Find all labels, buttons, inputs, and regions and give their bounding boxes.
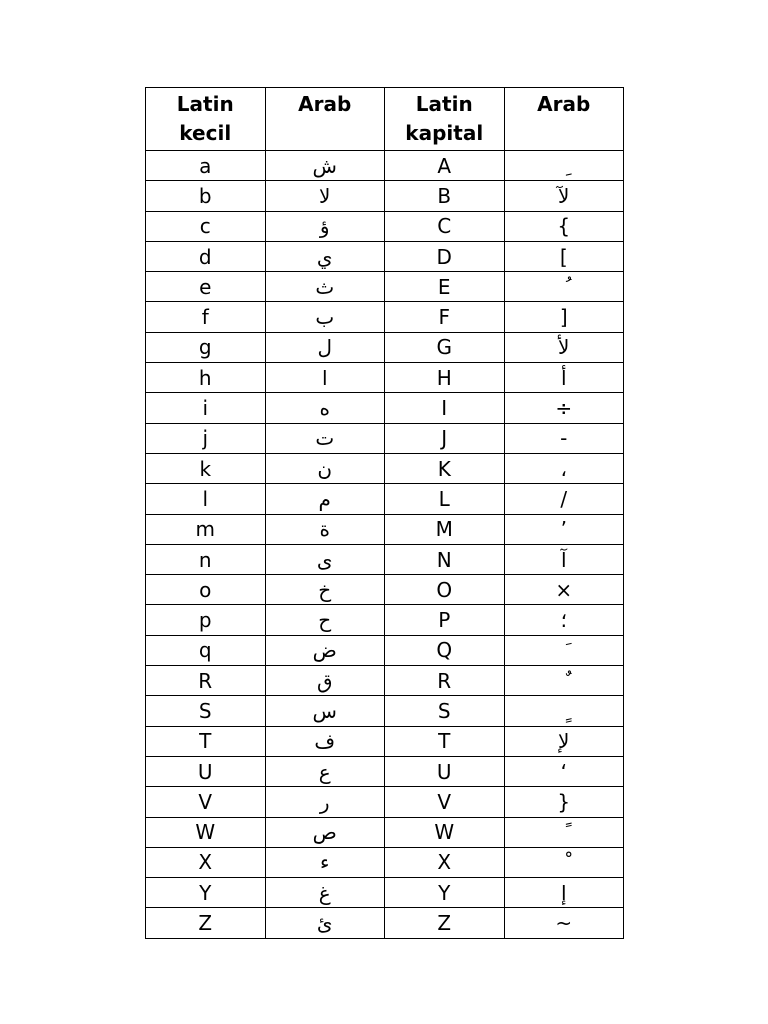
arabic-lowercase-cell: لا [265,181,385,211]
latin-uppercase-cell: M [385,514,505,544]
arabic-uppercase-cell [504,817,624,847]
table-row [146,696,624,726]
latin-uppercase-cell: I [385,393,505,423]
arabic-uppercase-cell: آ [504,544,624,574]
table-row [146,514,624,544]
latin-lowercase-cell: m [146,514,266,544]
latin-lowercase-cell: c [146,211,266,241]
arabic-lowercase-cell: ا [265,363,385,393]
arabic-lowercase-cell: ح [265,605,385,635]
arabic-lowercase-cell: ؤ [265,211,385,241]
header-latin-uppercase-line2: kapital [405,121,484,145]
table-row [146,908,624,938]
arabic-lowercase-cell: ث [265,272,385,302]
arabic-uppercase-cell [504,272,624,302]
arabic-lowercase-cell: ي [265,241,385,271]
arabic-lowercase-cell: غ [265,878,385,908]
latin-uppercase-cell: L [385,484,505,514]
arabic-uppercase-cell [504,151,624,181]
arabic-uppercase-cell: لأ [504,332,624,362]
arabic-uppercase-cell: / [504,484,624,514]
latin-uppercase-cell: T [385,726,505,756]
table-row [146,363,624,393]
table-row [146,666,624,696]
arabic-uppercase-cell [504,666,624,696]
table-row [146,756,624,786]
latin-uppercase-cell: V [385,787,505,817]
arabic-lowercase-cell: ش [265,151,385,181]
latin-lowercase-cell: S [146,696,266,726]
arabic-uppercase-cell: ، [504,453,624,483]
table-row [146,332,624,362]
table-row [146,605,624,635]
latin-lowercase-cell: g [146,332,266,362]
table-row [146,484,624,514]
latin-lowercase-cell: a [146,151,266,181]
table-row [146,878,624,908]
latin-uppercase-cell: F [385,302,505,332]
arabic-uppercase-cell [504,847,624,877]
header-latin-lowercase-line1: Latin [176,92,234,116]
table-row [146,787,624,817]
arabic-lowercase-cell: م [265,484,385,514]
latin-lowercase-cell: i [146,393,266,423]
latin-uppercase-cell: K [385,453,505,483]
arabic-uppercase-cell: ] [504,302,624,332]
latin-lowercase-cell: f [146,302,266,332]
arabic-uppercase-cell: ~ [504,908,624,938]
table-row [146,393,624,423]
latin-uppercase-cell: X [385,847,505,877]
table-row [146,635,624,665]
arabic-uppercase-cell: [ [504,241,624,271]
latin-lowercase-cell: j [146,423,266,453]
header-latin-uppercase-line1: Latin [415,92,473,116]
latin-lowercase-cell: e [146,272,266,302]
latin-lowercase-cell: o [146,575,266,605]
latin-lowercase-cell: b [146,181,266,211]
arabic-lowercase-cell: ض [265,635,385,665]
table-row [146,241,624,271]
latin-uppercase-cell: U [385,756,505,786]
table-row [146,423,624,453]
latin-lowercase-cell: k [146,453,266,483]
table-row [146,847,624,877]
header-arabic-1 [265,88,385,151]
latin-lowercase-cell: R [146,666,266,696]
latin-lowercase-cell: h [146,363,266,393]
latin-lowercase-cell: q [146,635,266,665]
latin-lowercase-cell: n [146,544,266,574]
latin-uppercase-cell: E [385,272,505,302]
arabic-lowercase-cell: ر [265,787,385,817]
arabic-lowercase-cell: ل [265,332,385,362]
latin-lowercase-cell: X [146,847,266,877]
header-latin-lowercase-line2: kecil [179,121,232,145]
latin-lowercase-cell: U [146,756,266,786]
arabic-lowercase-cell: ئ [265,908,385,938]
latin-uppercase-cell: G [385,332,505,362]
arabic-uppercase-cell [504,635,624,665]
arabic-lowercase-cell: ف [265,726,385,756]
table-row [146,272,624,302]
latin-uppercase-cell: H [385,363,505,393]
arabic-lowercase-cell: ه [265,393,385,423]
latin-lowercase-cell: T [146,726,266,756]
arabic-uppercase-cell: { [504,211,624,241]
table-row [146,453,624,483]
keyboard-mapping-table [145,87,624,939]
arabic-lowercase-cell: س [265,696,385,726]
latin-uppercase-cell: P [385,605,505,635]
table-row [146,817,624,847]
latin-uppercase-cell: O [385,575,505,605]
latin-lowercase-cell: W [146,817,266,847]
arabic-lowercase-cell: ع [265,756,385,786]
header-latin-uppercase [385,88,505,151]
header-arabic-2 [504,88,624,151]
table-row [146,211,624,241]
table-body [146,151,624,939]
arabic-uppercase-cell: أ [504,363,624,393]
arabic-uppercase-cell: × [504,575,624,605]
latin-uppercase-cell: B [385,181,505,211]
latin-lowercase-cell: Z [146,908,266,938]
header-arabic-1-text: Arab [298,92,352,116]
latin-uppercase-cell: W [385,817,505,847]
latin-uppercase-cell: D [385,241,505,271]
latin-lowercase-cell: d [146,241,266,271]
arabic-uppercase-cell: ÷ [504,393,624,423]
latin-uppercase-cell: C [385,211,505,241]
latin-uppercase-cell: Y [385,878,505,908]
arabic-lowercase-cell: ق [265,666,385,696]
arabic-lowercase-cell: ء [265,847,385,877]
latin-lowercase-cell: l [146,484,266,514]
table-row [146,181,624,211]
latin-lowercase-cell: p [146,605,266,635]
arabic-uppercase-cell: لإ [504,726,624,756]
latin-uppercase-cell: Q [385,635,505,665]
arabic-uppercase-cell [504,696,624,726]
header-latin-lowercase [146,88,266,151]
arabic-lowercase-cell: ت [265,423,385,453]
latin-uppercase-cell: A [385,151,505,181]
arabic-lowercase-cell: ن [265,453,385,483]
arabic-lowercase-cell: ص [265,817,385,847]
table-row [146,151,624,181]
table-row [146,575,624,605]
arabic-uppercase-cell: لآ [504,181,624,211]
latin-uppercase-cell: J [385,423,505,453]
arabic-uppercase-cell: ‘ [504,756,624,786]
latin-uppercase-cell: S [385,696,505,726]
arabic-uppercase-cell: - [504,423,624,453]
header-row [146,88,624,151]
arabic-lowercase-cell: خ [265,575,385,605]
latin-uppercase-cell: Z [385,908,505,938]
latin-lowercase-cell: Y [146,878,266,908]
header-arabic-2-text: Arab [537,92,591,116]
arabic-uppercase-cell: } [504,787,624,817]
table-row [146,544,624,574]
latin-uppercase-cell: R [385,666,505,696]
table-row [146,302,624,332]
table-row [146,726,624,756]
arabic-lowercase-cell: ب [265,302,385,332]
arabic-uppercase-cell: ؛ [504,605,624,635]
arabic-lowercase-cell: ى [265,544,385,574]
latin-lowercase-cell: V [146,787,266,817]
latin-uppercase-cell: N [385,544,505,574]
arabic-lowercase-cell: ة [265,514,385,544]
arabic-uppercase-cell: إ [504,878,624,908]
arabic-uppercase-cell: ’ [504,514,624,544]
